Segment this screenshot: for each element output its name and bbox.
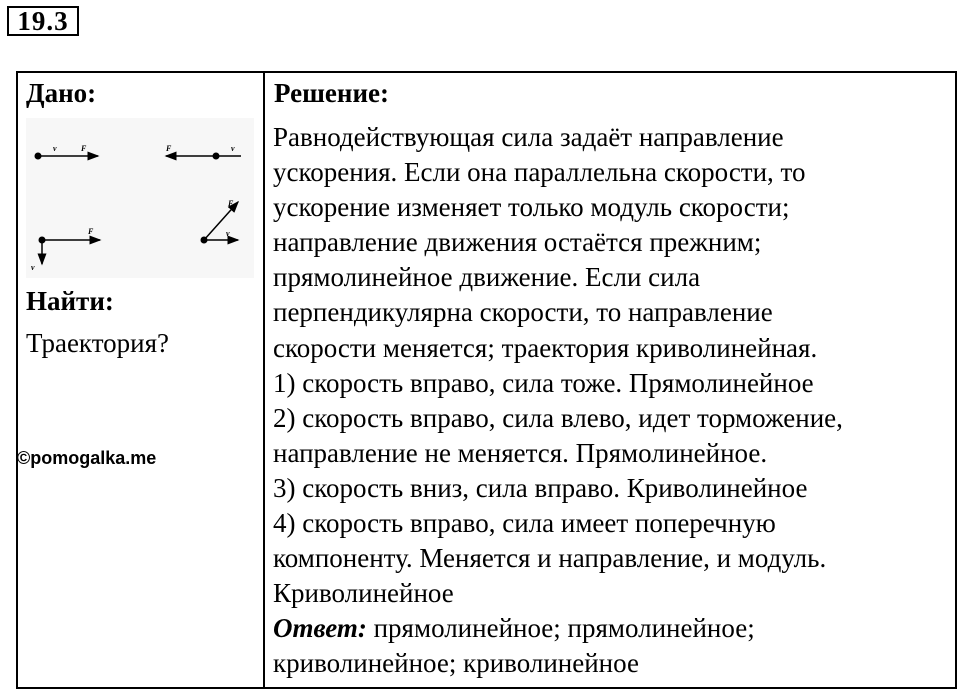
answer-line: криволинейное; криволинейное	[273, 648, 639, 679]
case-4-force-label: F⃗	[228, 199, 240, 208]
force-velocity-diagram	[26, 118, 254, 278]
solution-line: компоненту. Меняется и направление, и модуль.	[273, 543, 827, 574]
solution-line: перпендикулярна скорости, то направление	[273, 297, 773, 328]
solution-line: Равнодействующая сила задаёт направление	[273, 122, 784, 152]
case-3-force-label: F⃗	[88, 227, 100, 236]
case-2-velocity-label: v⃗	[231, 144, 241, 153]
case-1-force-label: F⃗	[81, 144, 93, 153]
answer-label: Ответ:	[273, 613, 367, 644]
case-3-velocity-label: v⃗	[31, 263, 41, 272]
solution-line: Криволинейное	[273, 578, 454, 609]
answer-line	[273, 611, 953, 646]
solution-heading: Решение:	[274, 78, 389, 108]
solution-line: 1) скорость вправо, сила тоже. Прямолинейное	[273, 367, 814, 398]
problem-number: 19.3	[7, 6, 79, 36]
solution-body	[273, 120, 953, 682]
case-1-diagram	[35, 144, 99, 160]
solution-line: ускорение изменяет только модуль скорости;	[273, 192, 790, 223]
case-2-diagram	[165, 144, 241, 160]
find-text: Траектория?	[26, 328, 169, 358]
given-heading: Дано:	[26, 78, 97, 108]
case-1-velocity-label: v⃗	[53, 144, 63, 153]
solution-line: прямолинейное движение. Если сила	[273, 262, 701, 293]
watermark: ©pomogalka.me	[17, 448, 157, 468]
case-2-force-label: F⃗	[166, 144, 178, 153]
case-4-velocity-label: v⃗	[226, 229, 236, 238]
solution-line: 4) скорость вправо, сила имеет поперечную	[273, 508, 776, 539]
case-3-diagram	[31, 227, 100, 272]
solution-line: ускорения. Если она параллельна скорости, то	[273, 157, 806, 188]
solution-line: направление не меняется. Прямолинейное.	[273, 437, 768, 468]
solution-line: скорости меняется; траектория криволинейная.	[273, 332, 818, 363]
answer-text: прямолинейное; прямолинейное;	[366, 613, 755, 644]
solution-line: 2) скорость вправо, сила влево, идет торможение,	[273, 402, 843, 433]
case-4-diagram	[201, 199, 240, 244]
solution-line: 3) скорость вниз, сила вправо. Криволинейное	[273, 472, 808, 503]
find-heading: Найти:	[26, 286, 114, 316]
diagram-svg	[26, 118, 254, 278]
solution-line: направление движения остаётся прежним;	[273, 227, 762, 258]
column-divider	[263, 71, 265, 689]
